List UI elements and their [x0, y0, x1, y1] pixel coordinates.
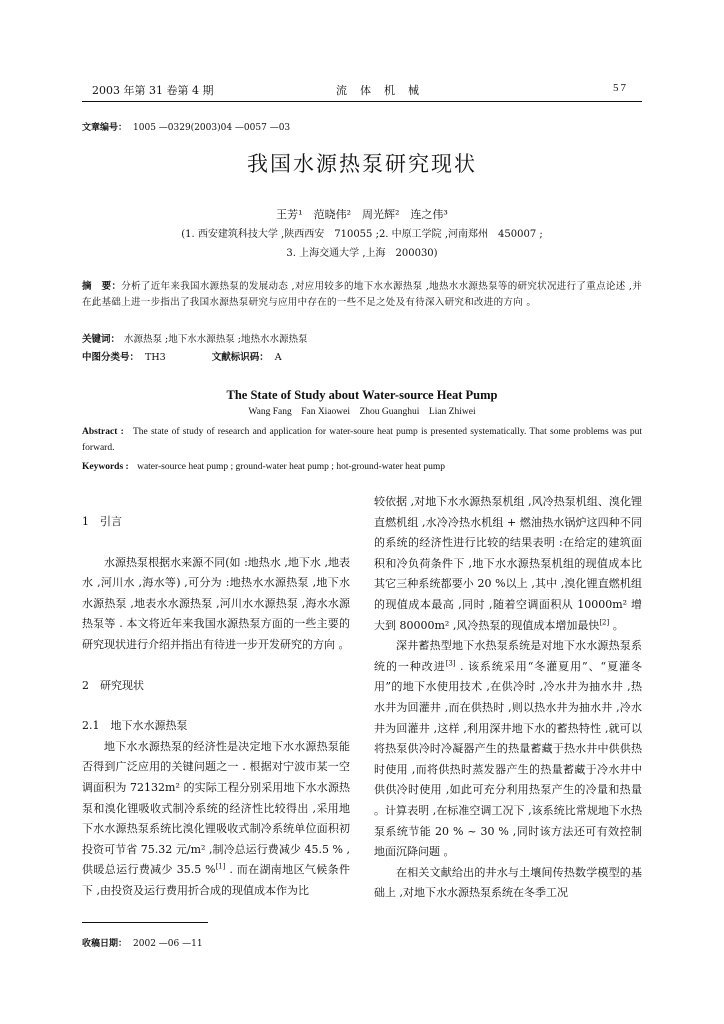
keywords-cn: [82, 332, 642, 348]
abstract-en-text: The state of study of research and application for water-soure heat pump is presented systematically. That some problems was put forward.: [82, 427, 643, 453]
footnote-rule: [82, 922, 208, 923]
running-header-journal: 流 体 机 械: [336, 84, 420, 97]
affiliation-line-2: 3. 上海交通大学 ,上海 200030): [286, 248, 438, 259]
right-paragraph-2-text-a: 深井蓄热型地下水热泵系统是对地下水水源热泵系统的一种改进: [374, 639, 642, 673]
citation-3: [3]: [445, 659, 456, 668]
document-code-label: 文献标识码：: [211, 352, 269, 363]
received-date: [82, 936, 203, 949]
affiliation-line-1: (1. 西安建筑科技大学 ,陕西西安 710055 ;2. 中原工学院 ,河南郑州 450007 ;: [181, 229, 543, 240]
right-paragraph-1: [374, 492, 642, 636]
document-code-value: A: [274, 352, 282, 363]
body-right-column: [374, 492, 642, 904]
header-rule: [82, 101, 642, 102]
abstract-cn-label: 摘 要：: [82, 281, 122, 292]
citation-2: [2]: [599, 617, 610, 626]
classification-value: TH3: [145, 352, 166, 363]
abstract-cn-text: 分析了近年来我国水源热泵的发展动态 ,对应用较多的地下水水源热泵 ,地热水水源热泵等的研究状况进行了重点论述 ,并在此基础上进一步指出了我国水源热泵研究与应用中存在的一些不足之处及有待深入研究和改进的方向 。: [82, 281, 642, 308]
section-2-1-text-b: . 而在湖南地区气候条件下 ,由投资及运行费用折合成的现值成本作为比: [82, 863, 350, 897]
classification-line: [82, 350, 642, 366]
classification-label: 中图分类号：: [82, 352, 140, 363]
section-2-1-heading: 2.1 地下水水源热泵: [82, 719, 188, 733]
running-header-issue: 2003 年第 31 卷第 4 期: [92, 84, 214, 97]
paper-title-en: The State of Study about Water-source Heat Pump: [226, 388, 498, 402]
keywords-en-label: Keywords :: [82, 462, 129, 472]
section-1-heading: 1 引言: [82, 515, 122, 528]
keywords-en-text: water-source heat pump ; ground-water heat pump ; hot-ground-water heat pump: [137, 462, 446, 472]
right-paragraph-2-text-b: . 该系统采用“冬灌夏用”、“夏灌冬用”的地下水使用技术 ,在供冷时 ,冷水井为抽水井 ,热水井为回灌井 ,而在供热时 ,则以热水井为抽水井 ,冷水井为回灌井 ,这样 ,利用深井地下水的蓄热特性 ,就可以将热泵供冷时冷凝器产生的热量蓄藏于热水井中供供热时使用 ,而将供热时蒸发器产生的热量蓄藏于冷水井中供供冷时使用 ,如此可充分利用热泵产生的冷量和热量 。计算表明 ,在标准空调工况下 ,该系统比常规地下水热泵系统节能 20 % ~ 30 % ,同时该方法还可有效控制地面沉降问题 。: [374, 659, 643, 859]
section-2-1-text-a: 地下水水源热泵的经济性是决定地下水水源热泵能否得到广泛应用的关键问题之一 . 根据对宁波市某一空调面积为 72132m² 的实际工程分别采用地下水水源热泵和溴化锂吸收式制冷系统的经济性比较得出 ,采用地下水水源热泵系统比溴化锂吸收式制冷系统单位面积初投资可节省 75.32 元/m² ,制冷总运行费减少 45.5 % ,供暖总运行费减少 35.5 %: [82, 739, 350, 877]
article-id-label: 文章编号：: [82, 123, 128, 133]
abstract-en-label: Abstract :: [82, 427, 124, 437]
right-paragraph-3: 在相关文献给出的井水与土壤间传热数学模型的基础上 ,对地下水水源热泵系统在冬季工况: [374, 865, 642, 900]
right-paragraph-1-text-b: 。: [609, 618, 624, 632]
section-2-heading: 2 研究现状: [82, 678, 144, 692]
body-left-column: [82, 492, 350, 902]
article-id-value: 1005 —0329(2003)04 —0057 —03: [133, 123, 291, 133]
section-1-paragraph: 水源热泵根据水来源不同(如 :地热水 ,地下水 ,地表水 ,河川水 ,海水等) ,可分为 :地热水水源热泵 ,地下水水源热泵 ,地表水水源热泵 ,河川水水源热泵 ,海水水源热泵等 . 本文将近年来我国水源热泵方面的一些主要的研究现状进行介绍并指出有待进一步开发研究的方向 。: [82, 555, 350, 651]
keywords-cn-label: 关键词：: [82, 334, 121, 345]
section-2-1-paragraph: [82, 737, 350, 902]
keywords-cn-text: 水源热泵 ;地下水水源热泵 ;地热水水源热泵: [124, 334, 308, 345]
authors-cn: 王芳¹ 范晓伟² 周光辉² 连之伟³: [276, 208, 448, 221]
paper-title-cn: 我国水源热泵研究现状: [247, 152, 477, 176]
abstract-cn: [82, 279, 642, 311]
abstract-en: [82, 424, 642, 456]
right-paragraph-2: [374, 636, 642, 863]
received-date-label: 收稿日期：: [82, 939, 128, 949]
running-header-page-number: 57: [613, 82, 628, 94]
keywords-en: [82, 459, 642, 475]
citation-1: [1]: [215, 862, 226, 871]
authors-en: Wang Fang Fan Xiaowei Zhou Guanghui Lian Zhiwei: [248, 407, 476, 417]
article-id: [82, 120, 290, 133]
received-date-value: 2002 —06 —11: [133, 939, 203, 949]
right-paragraph-1-text-a: 较依据 ,对地下水水源热泵机组 ,风冷热泵机组、溴化锂直燃机组 ,水冷冷热水机组 + 燃油热水锅炉这四种不同的系统的经济性进行比较的结果表明 :在给定的建筑面积和冷负荷条件下 ,地下水水源热泵机组的现值成本比其它三种系统都要小 20 %以上 ,其中 ,溴化锂直燃机组的现值成本最高 ,同时 ,随着空调面积从 10000m² 增大到 80000m² ,风冷热泵的现值成本增加最快: [374, 495, 642, 632]
